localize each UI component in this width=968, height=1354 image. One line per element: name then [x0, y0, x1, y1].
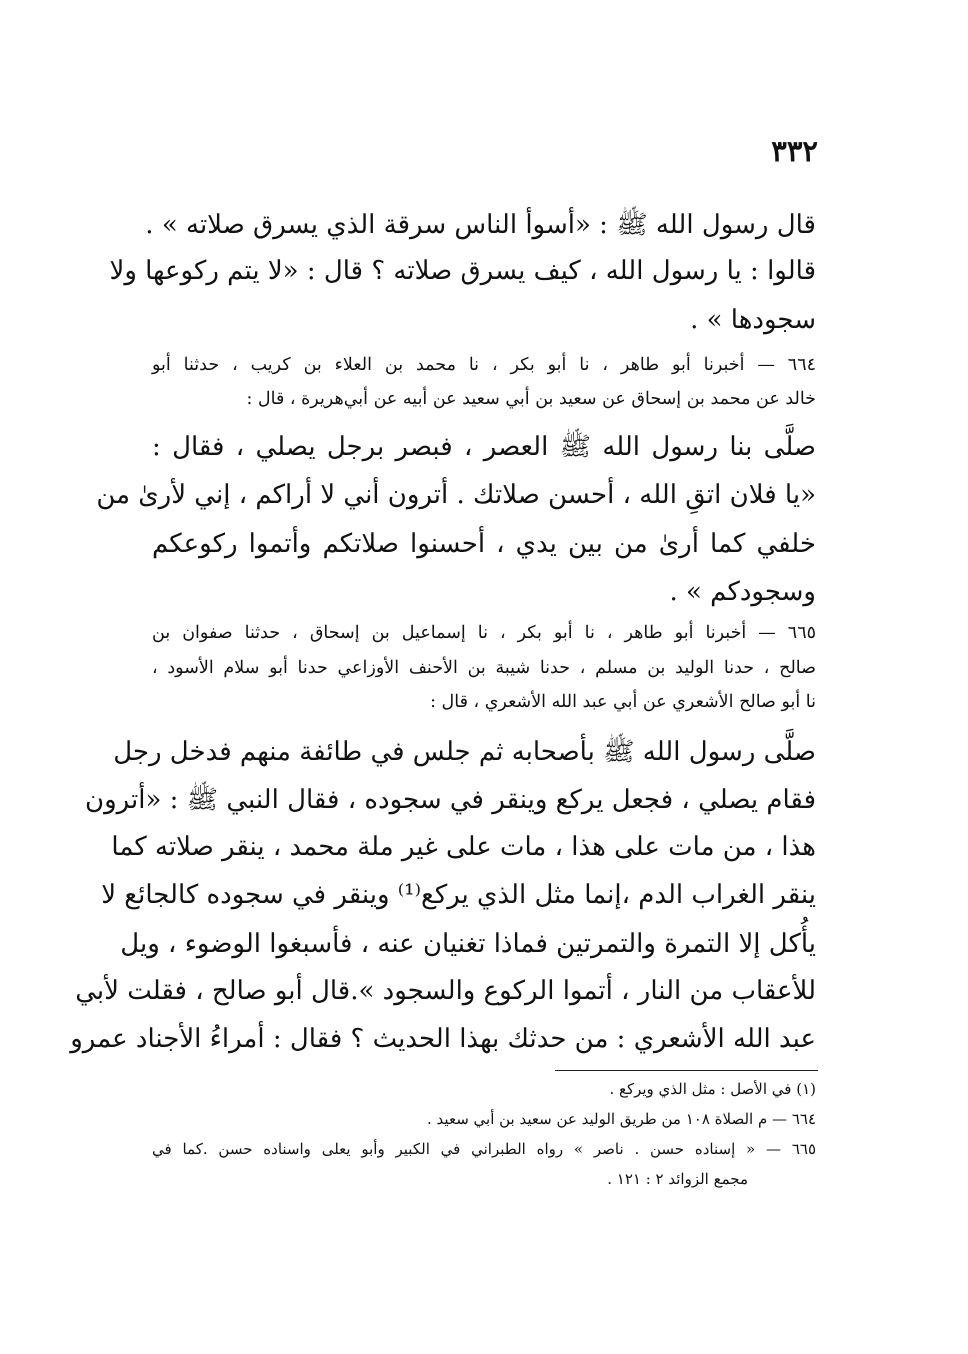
- footnote: ٦٦٥ — « إسناده حسن . ناصر » رواه الطبراني في الكبير وأبو يعلى واسناده حسن .كما في: [152, 1140, 816, 1158]
- isnad-line: خالد عن محمد بن إسحاق عن سعيد بن أبي سعيد عن أبيه عن أبي‌هريرة ، قال :: [246, 389, 816, 409]
- text-line: «يا فلان اتقِ الله ، أحسن صلاتك . أترون أني لا أراكم ، إني لأرىٰ من: [96, 480, 816, 510]
- isnad-line: صالح ، حدنا الوليد بن مسلم ، حدنا شيبة بن الأحنف الأوزاعي حدنا أبو سلام الأسود ،: [152, 658, 816, 678]
- footnote: مجمع الزوائد ٢ : ١٢١ .: [607, 1170, 748, 1188]
- text-line: قالوا : يا رسول الله ، كيف يسرق صلاته ؟ قال : «لا يتم ركوعها ولا: [109, 256, 816, 286]
- text-line: صلَّى رسول الله ﷺ بأصحابه ثم جلس في طائفة منهم فدخل رجل: [113, 737, 816, 767]
- footnote: ٦٦٤ — م الصلاة ١٠٨ من طريق الوليد عن سعيد بن أبي سعيد .: [427, 1110, 816, 1128]
- page-number: ٣٣٢: [771, 134, 818, 168]
- text-line: عبد الله الأشعري : من حدثك بهذا الحديث ؟ فقال : أمراءُ الأجناد عمرو: [70, 1024, 816, 1054]
- text-line: خلفي كما أرىٰ من بين يدي ، أحسنوا صلاتكم وأتموا ركوعكم: [152, 529, 816, 559]
- text-line: للأعقاب من النار ، أتموا الركوع والسجود ».قال أبو صالح ، فقلت لأبي: [75, 976, 816, 1006]
- isnad-line: نا أبو صالح الأشعري عن أبي عبد الله الأشعري ، قال :: [430, 692, 816, 712]
- text-line: فقام يصلي ، فجعل يركع وينقر في سجوده ، فقال النبي ﷺ : «أترون: [85, 785, 816, 815]
- text-line: قال رسول الله ﷺ : «أسوأ الناس سرقة الذي يسرق صلاته » .: [145, 210, 816, 240]
- text-line: وسجودكم » .: [669, 577, 816, 607]
- footnote: (١) في الأصل : مثل الذي ويركع .: [609, 1080, 816, 1098]
- text-line: هذا ، من مات على هذا ، مات على غير ملة محمد ، ينقر صلاته كما: [111, 832, 816, 862]
- footnote-divider: [555, 1070, 818, 1071]
- text-line: ينقر الغراب الدم ،إنما مثل الذي يركع⁽¹⁾ وينقر في سجوده كالجائع لا: [101, 880, 816, 910]
- isnad-line: ٦٦٤ — أخبرنا أبو طاهر ، نا أبو بكر ، نا محمد بن العلاء بن كريب ، حدثنا أبو: [152, 355, 816, 375]
- text-line: صلَّى بنا رسول الله ﷺ العصر ، فبصر برجل يصلي ، فقال :: [152, 432, 816, 462]
- text-line: سجودها » .: [690, 305, 816, 335]
- text-line: يأُكل إلا التمرة والتمرتين فماذا تغنيان عنه ، فأسبغوا الوضوء ، ويل: [120, 929, 816, 959]
- isnad-line: ٦٦٥ — أخبرنا أبو طاهر ، نا أبو بكر ، نا إسماعيل بن إسحاق ، حدثنا صفوان بن: [152, 623, 816, 643]
